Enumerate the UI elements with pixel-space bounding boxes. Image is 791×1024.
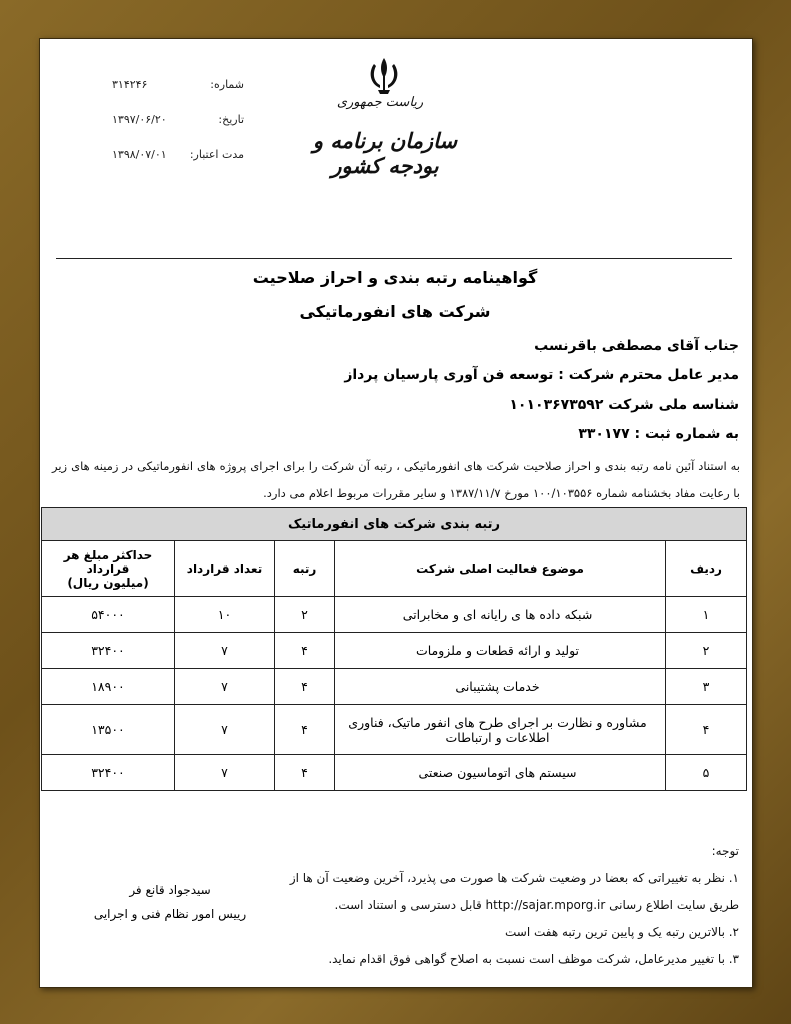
manager-line: مدیر عامل محترم شرکت : توسعه فن آوری پارسیان پرداز [344, 367, 739, 383]
table-row [42, 705, 747, 755]
signature-block [90, 878, 250, 926]
cell-rank: ۴ [275, 705, 335, 755]
addressee: جناب آقای مصطفی باقرنسب [534, 338, 739, 354]
notes-section [269, 838, 739, 973]
cell-count: ۱۰ [175, 597, 275, 633]
date-row [112, 113, 244, 148]
cell-row-no: ۴ [666, 705, 747, 755]
validity-value: ۱۳۹۸/۰۷/۰۱ [112, 148, 167, 161]
cell-amount: ۱۳۵۰۰ [42, 705, 175, 755]
cell-rank: ۴ [275, 669, 335, 705]
date-value: ۱۳۹۷/۰۶/۲۰ [112, 113, 167, 126]
cell-count: ۷ [175, 705, 275, 755]
number-label: شماره: [210, 78, 244, 91]
cell-row-no: ۳ [666, 669, 747, 705]
table-row [42, 669, 747, 705]
header-rank: رتبه [275, 541, 335, 597]
certificate-subtitle: شرکت های انفورماتیکی [299, 302, 491, 321]
table-row [42, 633, 747, 669]
cell-activity: خدمات پشتیبانی [335, 669, 666, 705]
cell-activity: تولید و ارائه قطعات و ملزومات [335, 633, 666, 669]
cell-amount: ۳۲۴۰۰ [42, 633, 175, 669]
ranking-table [41, 507, 747, 791]
cell-rank: ۲ [275, 597, 335, 633]
national-id: شناسه ملی شرکت ۱۰۱۰۳۶۷۳۵۹۲ [509, 397, 739, 413]
notes-title: توجه: [711, 844, 739, 858]
header-divider [56, 258, 732, 259]
table-caption: رتبه بندی شرکت های انفورماتیک [42, 508, 747, 541]
cell-activity: سیستم های اتوماسیون صنعتی [335, 755, 666, 791]
note-3: ۳. با تغییر مدیرعامل، شرکت موظف است نسبت به اصلاح گواهی فوق اقدام نماید. [328, 952, 739, 966]
cell-row-no: ۱ [666, 597, 747, 633]
registration-number: به شماره ثبت : ۳۳۰۱۷۷ [578, 426, 739, 442]
cell-row-no: ۲ [666, 633, 747, 669]
date-label: تاریخ: [218, 113, 244, 126]
cell-count: ۷ [175, 755, 275, 791]
cell-activity: شبکه داده ها ی رایانه ای و مخابراتی [335, 597, 666, 633]
header-activity: موضوع فعالیت اصلی شرکت [335, 541, 666, 597]
header-max-amount [42, 541, 175, 597]
validity-row [112, 148, 244, 183]
cell-count: ۷ [175, 669, 275, 705]
number-row [112, 78, 244, 113]
cell-rank: ۴ [275, 755, 335, 791]
org-presidency: ریاست جمهوری [336, 95, 424, 110]
cell-amount: ۳۲۴۰۰ [42, 755, 175, 791]
document-meta [112, 78, 244, 183]
number-value: ۳۱۴۲۴۶ [112, 78, 148, 91]
certificate-title: گواهینامه رتبه بندی و احراز صلاحیت [252, 268, 538, 287]
cell-amount: ۵۴۰۰۰ [42, 597, 175, 633]
table-header-row [42, 541, 747, 597]
header-max-amount-line1: حداکثر مبلغ هر قرارداد [63, 547, 153, 576]
table-row [42, 755, 747, 791]
certificate-paragraph: به استناد آئین نامه رتبه بندی و احراز صلاحیت شرکت های انفورماتیکی ، رتبه آن شرکت را برای اجرای پروژه های انفورماتیکی در زمینه های زیر با رعایت مفاد بخشنامه شماره ۱۰۰/۱۰۳۵۵۶ مورخ ۱۳۸۷/۱۱/۷ و سایر مقررات مربوط اعلام می دارد. [52, 459, 740, 500]
signatory-position: رییس امور نظام فنی و اجرایی [93, 907, 247, 921]
note-1b: طریق سایت اطلاع رسانی http://sajar.mporg.ir قابل دسترسی و استناد است. [334, 898, 739, 912]
validity-label: مدت اعتبار: [189, 148, 244, 161]
cell-row-no: ۵ [666, 755, 747, 791]
org-name: سازمان برنامه و بودجه کشور [312, 128, 458, 178]
table-row [42, 597, 747, 633]
cell-count: ۷ [175, 633, 275, 669]
cell-activity: مشاوره و نظارت بر اجرای طرح های انفور ماتیک، فناوری اطلاعات و ارتباطات [335, 705, 666, 755]
header-row-no: ردیف [666, 541, 747, 597]
note-1a: ۱. نظر به تغییراتی که بعضا در وضعیت شرکت ها صورت می پذیرد، آخرین وضعیت آن ها از [289, 871, 739, 885]
note-2: ۲. بالاترین رتبه یک و پایین ترین رتبه هفت است [504, 925, 739, 939]
cell-rank: ۴ [275, 633, 335, 669]
header-max-amount-line2: (میلیون ریال) [67, 575, 149, 590]
header-count: تعداد قرارداد [175, 541, 275, 597]
iran-emblem-icon [362, 54, 406, 98]
cell-amount: ۱۸۹۰۰ [42, 669, 175, 705]
signatory-name: سیدجواد قانع فر [129, 883, 211, 897]
